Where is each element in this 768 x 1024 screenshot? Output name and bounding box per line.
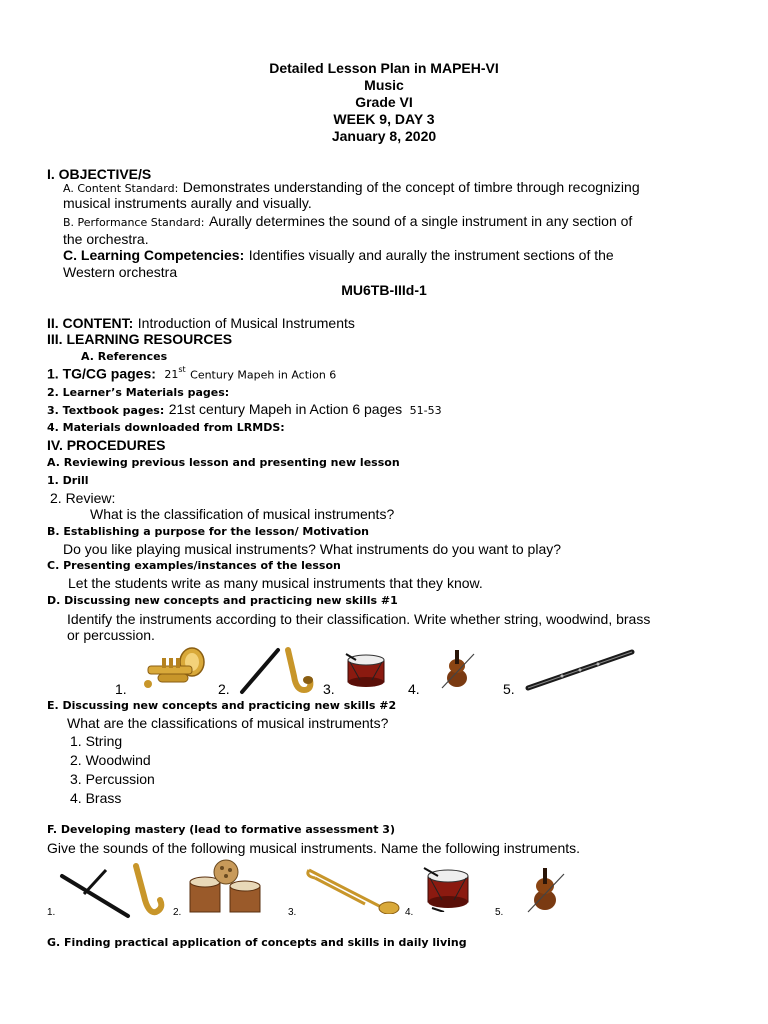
review-question: What is the classification of musical instruments?	[90, 506, 395, 522]
f-item-number: 4.	[405, 907, 414, 918]
violin-icon	[428, 648, 486, 692]
learning-competencies-label: C. Learning Competencies:	[63, 247, 245, 263]
procedure-d-text-2: or percussion.	[67, 627, 155, 643]
tg-prefix: 21	[164, 368, 179, 382]
lm-label: 2. Learner’s Materials pages:	[47, 386, 230, 399]
trumpet-icon	[140, 644, 208, 694]
classification-item: 1. String	[70, 733, 123, 749]
d-item-number: 3.	[323, 681, 335, 697]
procedure-b-text: Do you like playing musical instruments? What instruments do you want to play?	[63, 541, 562, 557]
learning-competencies-text: Identifies visually and aurally the instrument sections of the	[248, 247, 614, 263]
f-item-number: 2.	[173, 907, 182, 918]
drill-label: 1. Drill	[47, 474, 89, 487]
procedure-e-label: E. Discussing new concepts and practicing new skills #2	[47, 699, 397, 712]
textbook-text: 21st century Mapeh in Action 6 pages	[168, 401, 403, 417]
performance-standard-text: Aurally determines the sound of a single instrument in any section of	[208, 213, 633, 229]
review-label: 2. Review:	[50, 490, 116, 506]
d-item-number: 1.	[115, 681, 127, 697]
tg-label: 1. TG/CG pages:	[47, 365, 156, 382]
doc-week: WEEK 9, DAY 3	[333, 111, 435, 127]
textbook-label: 3. Textbook pages:	[47, 404, 165, 417]
d-item-number: 4.	[408, 681, 420, 697]
procedure-b-label: B. Establishing a purpose for the lesson/ Motivation	[47, 525, 369, 538]
procedure-f-text: Give the sounds of the following musical instruments. Name the following instruments.	[47, 840, 581, 856]
clarinet-saxophone-icon	[58, 862, 168, 920]
tg-sup: st	[178, 365, 186, 374]
classification-item: 2. Woodwind	[70, 752, 151, 768]
procedure-a-label: A. Reviewing previous lesson and presenting new lesson	[47, 456, 400, 469]
procedure-f-label: F. Developing mastery (lead to formative assessment 3)	[47, 823, 395, 836]
procedures-heading: IV. PROCEDURES	[47, 437, 166, 453]
classification-item: 3. Percussion	[70, 771, 155, 787]
resources-heading: III. LEARNING RESOURCES	[47, 331, 233, 347]
doc-title: Detailed Lesson Plan in MAPEH-VI	[269, 60, 499, 76]
procedure-d-label: D. Discussing new concepts and practicing new skills #1	[47, 594, 398, 607]
procedure-d-text-1: Identify the instruments according to their classification. Write whether string, woodwind, brass	[67, 611, 651, 627]
competency-code: MU6TB-IIId-1	[341, 282, 427, 298]
tg-line	[47, 365, 336, 383]
flute-icon	[522, 648, 638, 692]
procedure-e-text: What are the classifications of musical instruments?	[67, 715, 389, 731]
content-standard-text: Demonstrates understanding of the concept of timbre through recognizing	[182, 179, 640, 195]
clarinet-saxophone-icon	[238, 644, 316, 696]
trombone-icon	[305, 864, 401, 914]
d-item-number: 2.	[218, 681, 230, 697]
performance-standard-text-2: the orchestra.	[63, 231, 149, 247]
doc-subject: Music	[364, 77, 404, 93]
doc-grade: Grade VI	[355, 94, 413, 110]
classification-item: 4. Brass	[70, 790, 122, 806]
f-item-number: 5.	[495, 907, 504, 918]
performance-standard-label: B. Performance Standard:	[63, 216, 205, 229]
f-item-number: 1.	[47, 907, 56, 918]
violin-icon	[510, 866, 580, 916]
textbook-pages: 51-53	[409, 404, 442, 417]
bongo-shaker-icon	[186, 856, 266, 918]
d-item-number: 5.	[503, 681, 515, 697]
drum-icon	[420, 864, 476, 912]
doc-date: January 8, 2020	[331, 128, 437, 144]
content-standard-text-2: musical instruments aurally and visually.	[63, 195, 312, 211]
learning-competencies-text-2: Western orchestra	[63, 264, 178, 280]
references-label: A. References	[81, 350, 168, 363]
content-standard-label: A. Content Standard:	[63, 182, 179, 195]
learning-competencies-line	[63, 247, 614, 265]
f-item-number: 3.	[288, 907, 297, 918]
procedure-c-text: Let the students write as many musical instruments that they know.	[68, 575, 483, 591]
content-text: Introduction of Musical Instruments	[137, 315, 355, 331]
procedure-c-label: C. Presenting examples/instances of the lesson	[47, 559, 341, 572]
lrmds-label: 4. Materials downloaded from LRMDS:	[47, 421, 285, 434]
objectives-heading: I. OBJECTIVE/S	[47, 166, 152, 182]
performance-standard-line	[63, 213, 632, 231]
content-label: II. CONTENT:	[47, 315, 134, 331]
drum-icon	[342, 652, 390, 688]
procedure-g-label: G. Finding practical application of concepts and skills in daily living	[47, 936, 467, 949]
textbook-line	[47, 401, 442, 419]
tg-suffix: Century Mapeh in Action 6	[190, 368, 337, 382]
